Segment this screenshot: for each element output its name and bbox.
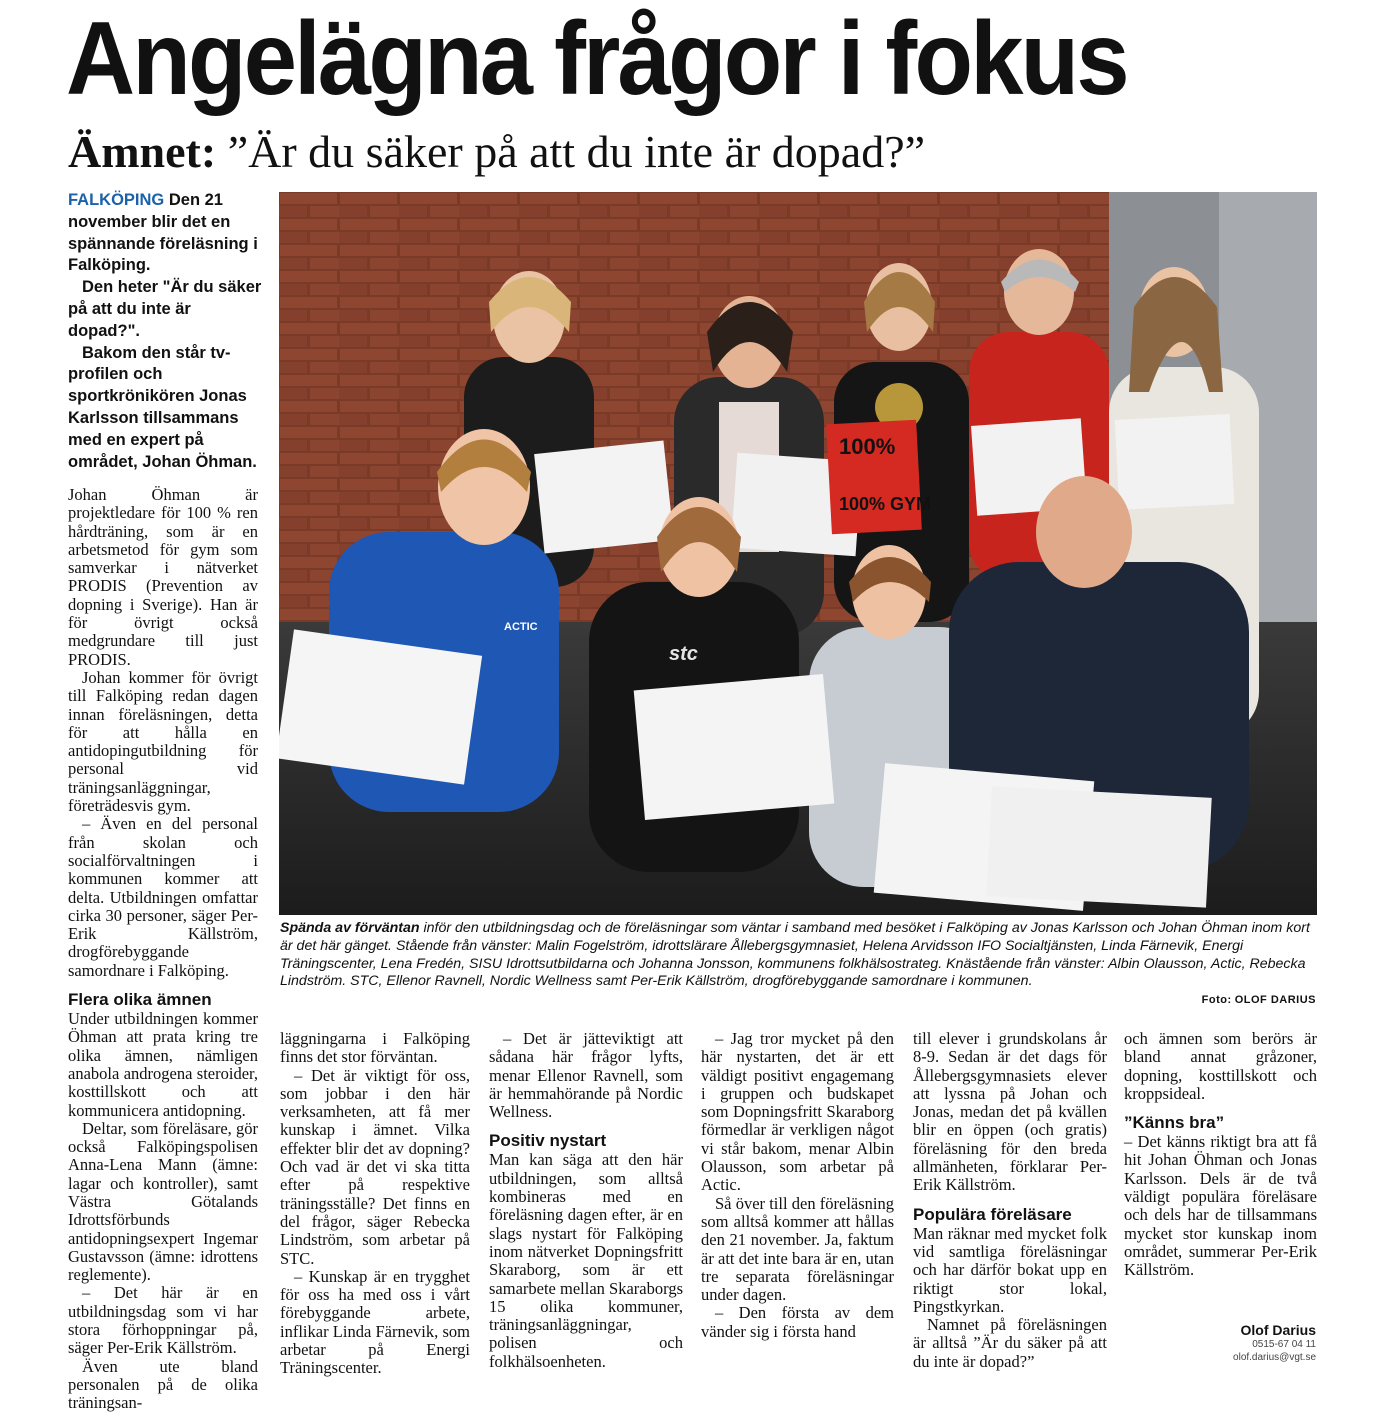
subheading: ”Känns bra” [1124, 1113, 1225, 1133]
paragraph: – Även en del personal från skolan och socialförvaltningen i kommunen kommer att delta. Utbildningen omfattar cirka 30 personer, säger Per-Erik Källström, drogförebyggande samordnare i Falköping. [68, 814, 258, 980]
photo-caption [280, 920, 1316, 991]
headline: Angelägna frågor i fokus [66, 1, 1127, 117]
paragraph: Johan Öhman är projektledare för 100 % ren hårdträning, som är en arbetsmetod för gym som samverkar i nätverket PRODIS (Prevention av dopning i Sverige). Han är för övrigt också medgrundare till just PRODIS. [68, 485, 258, 669]
paragraph: Man räknar med mycket folk vid samtliga föreläsningar och har därför bokat upp en riktigt stor lokal, Pingstkyrkan. [913, 1223, 1107, 1316]
paragraph: Under utbildningen kommer Öhman att prata kring tre olika ämnen, nämligen anabola androgena steroider, kosttillskott och att kommunicera antidopning. [68, 1009, 258, 1120]
column-5 [913, 1030, 1107, 1371]
ingress-p1: Den 21 november blir det en spännande föreläsning i Falköping. [68, 191, 258, 275]
paragraph: – Det är viktigt för oss, som jobbar i den här verksamheten, att få mer kunskap i ämnet. Vilka effekter blir det av dopning? Och vad är det vi ska titta efter på respektive träningsställe? Det finns en del frågor, säger Rebecka Lindström, som arbetar på STC. [280, 1065, 470, 1268]
paragraph: Namnet på föreläsningen är alltså ”Är du säker på att du inte är dopad?” [913, 1315, 1107, 1371]
group-photo [279, 192, 1317, 915]
ingress-p3: Bakom den står tv-profilen och sportkrönikören Jonas Karlsson tillsammans med en expert på området, Johan Öhman. [68, 343, 257, 471]
poster-4 [1115, 414, 1235, 510]
paragraph: – Det här är en utbildningsdag som vi har stora förhoppningar på, säger Per-Erik Källström. [68, 1283, 258, 1358]
subheading: Flera olika ämnen [68, 990, 212, 1010]
poster-1 [534, 440, 674, 553]
paragraph: till elever i grundskolans år 8-9. Sedan är det dags för Ållebergsgymnasiets elever att lyssna på Johan och Jonas, medan det på kvällen blir en öppen (och gratis) föreläsning för den breda allmänheten, förklarar Per-Erik Källström. [913, 1029, 1107, 1195]
column-2 [280, 1030, 470, 1378]
paragraph: – Kunskap är en trygghet för oss ha med oss i vårt förebyggande arbete, inflikar Linda Färnevik, som arbetar på Energi Träningscenter. [280, 1266, 470, 1378]
red-poster [826, 420, 931, 535]
caption-lead: Spända av förväntan [280, 920, 420, 936]
paragraph: Även ute bland personalen på de olika träningsan- [68, 1356, 258, 1413]
poster-6 [634, 674, 835, 820]
shirt-logo: stc [669, 643, 698, 665]
photo-illustration [279, 192, 1317, 915]
byline [1126, 1322, 1316, 1364]
caption-text: inför den utbildningsdag och de föreläsningar som väntar i samband med besöket i Falköping av Jonas Karlsson och Johan Öhman inom kort är det här gänget. Stående från vänster: Malin Fogelström, idrottslärare Ållebergsgymnasiet, Helena Arvidsson IFO Socialtjänsten, Linda Färnevik, Energi Träningscenter, Lena Fredén, SISU Idrottsutbildarna och Johanna Jonsson, kommunens folkhälsostrateg. Knästående från vänster: Albin Olausson, Actic, Rebecka Lindström. STC, Ellenor Ravnell, Nordic Wellness samt Per-Erik Källström, drogförebyggande samordnare i kommunen. [280, 920, 1310, 990]
paragraph: Man kan säga att den här utbildningen, som alltså kombineras med en föreläsning dagen efter, är en slags nystart för Falköping inom nätverket Dopningsfritt Skaraborg, som är ett samarbete mellan Skaraborgs 15 olika kommuner, träningsanläggningar, polisen och folkhälsoenheten. [489, 1150, 683, 1371]
dateline: FALKÖPING [68, 191, 165, 209]
credit-label: Foto: [1201, 994, 1232, 1006]
column-1 [68, 486, 258, 1413]
kicker-label: Ämnet: [68, 126, 217, 177]
paragraph: Deltar, som föreläsare, gör också Falköpingspolisen Anna-Lena Mann (ämne: lagar och kontroller), samt Västra Götalands Idrottsförbunds antidopningsexpert Ingemar Gustavsson (ämne: idrottens reglemente). [68, 1118, 258, 1285]
kicker [68, 122, 925, 182]
paragraph: – Jag tror mycket på den här nystarten, det är ett väldigt positivt engagemang i gruppen och budskapet som Dopningsfritt Skaraborg förmedlar är verkligen något vi står bakom, menar Albin Olausson, som arbetar på Actic. [701, 1029, 894, 1195]
poster-5 [279, 629, 482, 784]
photo-credit [1202, 994, 1316, 1006]
column-3 [489, 1030, 683, 1371]
red-poster-line1: 100% [839, 434, 896, 459]
jacket-logo: ACTIC [504, 621, 538, 633]
paragraph: och ämnen som berörs är bland annat gråzoner, dopning, kosttillskott och kroppsideal. [1124, 1029, 1317, 1103]
subheading: Populära föreläsare [913, 1204, 1072, 1224]
ingress-p2: Den heter "Är du säker på att du inte är dopad?". [68, 278, 262, 340]
paragraph: Så över till den föreläsning som alltså kommer att hållas den 21 november. Ja, faktum är att det inte bara är en, utan tre separata föreläsningar under dagen. [701, 1193, 894, 1305]
paragraph: – Det känns riktigt bra att få hit Johan Öhman och Jonas Karlsson. Dels är de två väldigt populära föreläsare och dels har de tillsammans mycket stor kunskap inom området, summerar Per-Erik Källström. [1124, 1132, 1317, 1280]
paragraph: – Den första av dem vänder sig i första hand [701, 1303, 894, 1341]
poster-8 [986, 786, 1211, 907]
subheading: Positiv nystart [489, 1131, 607, 1151]
kicker-text: ”Är du säker på att du inte är dopad?” [227, 126, 926, 177]
paragraph: läggningarna i Falköping finns det stor förväntan. [280, 1029, 470, 1067]
red-poster-line2: 100% GYM [839, 494, 932, 514]
paragraph: Johan kommer för övrigt till Falköping redan dagen innan föreläsningen, detta för att hålla en antidopingutbildning för personal vid träningsanläggningar, företrädesvis gym. [68, 667, 258, 816]
byline-name: Olof Darius [1240, 1322, 1316, 1338]
ingress [68, 190, 264, 473]
byline-phone: 0515-67 04 11 [1252, 1339, 1316, 1350]
column-6 [1124, 1030, 1317, 1280]
column-4 [701, 1030, 894, 1341]
credit-name: OLOF DARIUS [1234, 994, 1316, 1006]
byline-email: olof.darius@vgt.se [1233, 1352, 1316, 1363]
paragraph: – Det är jätteviktigt att sådana här frågor lyfts, menar Ellenor Ravnell, som är hemmahörande på Nordic Wellness. [489, 1029, 683, 1122]
